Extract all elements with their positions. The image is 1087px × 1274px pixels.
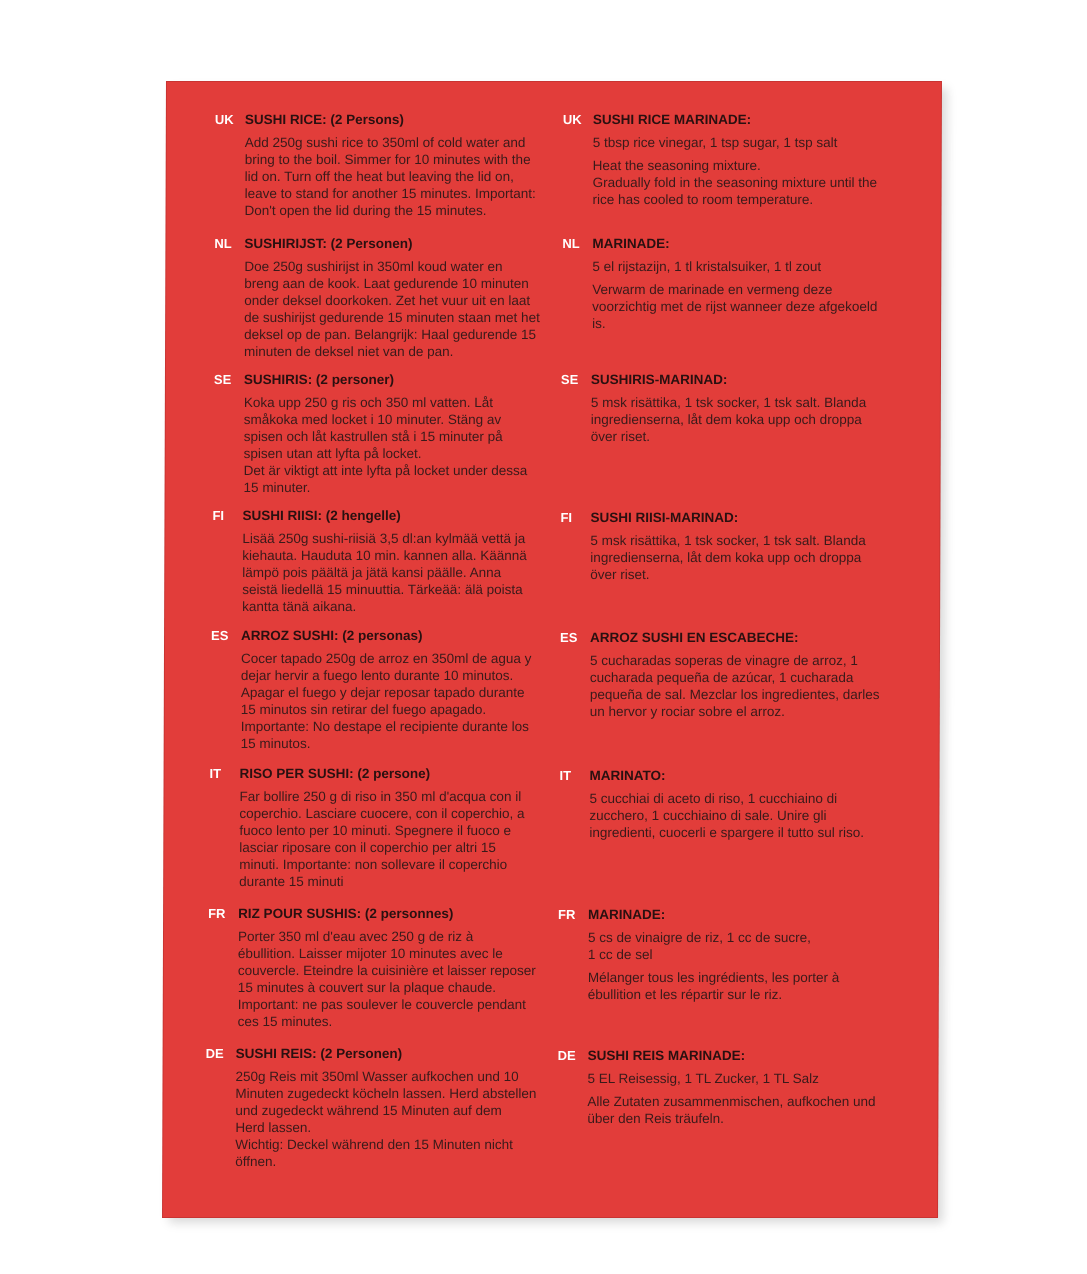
text-line: de sushirijst gedurende 15 minuten staan met het	[244, 310, 540, 325]
text-line: und zugedeckt während 15 Minuten auf dem	[235, 1103, 502, 1118]
text-line: Heat the seasoning mixture.	[592, 158, 761, 173]
text-line: lid on. Turn off the heat but leaving the lid on,	[244, 169, 514, 184]
text-line: ingredienserna, låt dem koka upp och droppa	[590, 550, 862, 565]
text-line: över riset.	[590, 429, 651, 444]
ingredients-text	[592, 258, 912, 275]
recipe-title: MARINADE:	[588, 907, 666, 922]
text-line: Porter 350 ml d'eau avec 250 g de riz à	[237, 929, 474, 944]
language-code: UK	[214, 112, 234, 127]
text-line: 5 EL Reisessig, 1 TL Zucker, 1 TL Salz	[587, 1071, 819, 1086]
ingredients-text	[587, 1070, 907, 1087]
recipe-text	[241, 650, 561, 752]
recipe-text	[244, 394, 564, 496]
ingredients-text	[588, 929, 908, 963]
text-line: ébullition et les répartir sur le riz.	[587, 987, 783, 1002]
recipe-title: MARINATO:	[589, 768, 666, 783]
text-line: fuoco lento per 10 minuti. Spegnere il fuoco e	[239, 823, 512, 838]
text-line: pequeña de sal. Mezclar los ingredientes, darles	[589, 687, 880, 702]
text-line: över riset.	[590, 567, 650, 582]
text-line: 5 cucchiai di aceto di riso, 1 cucchiaino di	[589, 791, 838, 806]
text-line: seistä liedellä 15 minuuttia. Tärkeää: älä poista	[242, 582, 523, 597]
text-line: is.	[592, 316, 606, 331]
recipe-text	[242, 530, 562, 615]
language-code: FI	[560, 510, 573, 525]
recipe-title: SUSHIRIS: (2 personer)	[243, 372, 394, 387]
method-text	[593, 157, 913, 208]
language-code: IT	[559, 768, 572, 783]
text-line: Verwarm de marinade en vermeng deze	[592, 282, 833, 297]
text-line: Far bollire 250 g di riso in 350 ml d'acqua con il	[239, 789, 522, 804]
recipe-title: SUSHIRIS-MARINAD:	[590, 372, 728, 387]
text-line: spisen och låt kastrullen stå i 15 minuter på	[243, 429, 503, 444]
language-code: IT	[209, 766, 222, 781]
text-line: onder deksel doorkoken. Zet het vuur uit en laat	[244, 293, 531, 308]
package-back-panel	[163, 82, 941, 1217]
text-line: ingredienserna, låt dem koka upp och droppa	[590, 412, 862, 427]
recipe-text	[592, 258, 912, 338]
text-line: 5 msk risättika, 1 tsk socker, 1 tsk salt. Blanda	[590, 395, 867, 410]
text-line: 15 minuter.	[243, 480, 311, 495]
text-line: 5 tbsp rice vinegar, 1 tsp sugar, 1 tsp salt	[592, 135, 838, 150]
recipe-text	[235, 1068, 555, 1170]
text-line: Add 250g sushi rice to 350ml of cold water and	[244, 135, 526, 150]
text-line: ingredienti, cuocerli e spargere il tutto sul riso.	[589, 825, 865, 840]
recipe-title: RIZ POUR SUSHIS: (2 personnes)	[238, 906, 454, 921]
text-line: Don't open the lid during the 15 minutes.	[244, 203, 487, 218]
recipe-title: RISO PER SUSHI: (2 persone)	[239, 766, 431, 781]
recipe-title: MARINADE:	[592, 236, 670, 251]
recipe-title: SUSHIRIJST: (2 Personen)	[244, 236, 413, 251]
text-line: 15 minutos.	[240, 736, 311, 751]
recipe-text	[590, 532, 910, 583]
text-line: über den Reis träufeln.	[587, 1111, 724, 1126]
text-line: rice has cooled to room temperature.	[592, 192, 814, 207]
ingredients-text	[593, 134, 913, 151]
language-code: FR	[558, 907, 576, 922]
recipe-title: SUSHI RICE: (2 Persons)	[244, 112, 404, 127]
text-line: minuti. Importante: non sollevare il coperchio	[239, 857, 508, 872]
text-line: 15 minutes à couvert sur la plaque chaude.	[237, 980, 497, 995]
language-code: DE	[557, 1048, 576, 1063]
recipe-text	[593, 134, 913, 214]
text-line: öffnen.	[235, 1154, 277, 1169]
text-line: ces 15 minutes.	[237, 1014, 333, 1029]
text-line: couvercle. Eteindre la cuisinière et laisser reposer	[237, 963, 536, 978]
recipe-title: SUSHI REIS: (2 Personen)	[235, 1046, 403, 1061]
text-line: breng aan de kook. Laat gedurende 10 minuten	[244, 276, 529, 291]
language-code: FI	[212, 508, 225, 523]
text-line: 5 msk risättika, 1 tsk socker, 1 tsk salt. Blanda	[590, 533, 866, 548]
text-line: coperchio. Lasciare cuocere, con il coperchio, a	[239, 806, 525, 821]
text-line: Important: ne pas soulever le couvercle pendant	[237, 997, 526, 1012]
recipe-text	[591, 394, 911, 445]
language-code: SE	[560, 372, 579, 387]
text-line: un hervor y rociar sobre el arroz.	[589, 704, 785, 719]
recipe-text	[589, 790, 909, 841]
text-line: kiehauta. Hauduta 10 min. kannen alla. Käännä	[242, 548, 527, 563]
language-code: FR	[208, 906, 226, 921]
text-line: småkoka med locket i 10 minuter. Stäng av	[243, 412, 502, 427]
text-line: deksel op de pan. Belangrijk: Haal gedurende 15	[244, 327, 537, 342]
recipe-text	[587, 1070, 907, 1133]
text-line: bring to the boil. Simmer for 10 minutes with the	[244, 152, 531, 167]
text-line: Cocer tapado 250g de arroz en 350ml de agua y	[240, 651, 532, 666]
text-line: Lisää 250g sushi-riisiä 3,5 dl:an kylmää vettä ja	[242, 531, 526, 546]
recipe-title: SUSHI RIISI-MARINAD:	[590, 510, 739, 525]
language-code: ES	[211, 628, 229, 643]
language-code: UK	[562, 112, 582, 127]
language-code: SE	[213, 372, 232, 387]
text-line: Minuten zugedeckt köcheln lassen. Herd abstellen	[235, 1086, 537, 1101]
method-text	[588, 969, 908, 1003]
language-code: NL	[562, 236, 580, 251]
text-line: 5 el rijstazijn, 1 tl kristalsuiker, 1 tl zout	[592, 259, 822, 274]
recipe-title: SUSHI RIISI: (2 hengelle)	[242, 508, 401, 523]
text-line: 5 cs de vinaigre de riz, 1 cc de sucre,	[587, 930, 811, 945]
recipe-text	[588, 929, 908, 1009]
page-top-band	[0, 0, 1087, 22]
recipe-title: SUSHI RICE MARINADE:	[592, 112, 752, 127]
text-line: dejar hervir a fuego lento durante 10 minutos.	[240, 668, 514, 683]
recipe-text	[590, 652, 910, 720]
text-line: leave to stand for another 15 minutes. Important:	[244, 186, 536, 201]
text-line: lasciar riposare con il coperchio per altri 15	[239, 840, 496, 855]
recipe-text	[244, 258, 564, 360]
method-text	[587, 1093, 907, 1127]
text-line: 5 cucharadas soperas de vinagre de arroz, 1	[589, 653, 858, 668]
text-line: Koka upp 250 g ris och 350 ml vatten. Låt	[243, 395, 494, 410]
text-line: Mélanger tous les ingrédients, les porter à	[587, 970, 840, 985]
text-line: Apagar el fuego y dejar reposar tapado durante	[240, 685, 525, 700]
text-line: cucharada pequeña de azúcar, 1 cucharada	[589, 670, 854, 685]
text-line: Gradually fold in the seasoning mixture until the	[592, 175, 878, 190]
recipe-text	[238, 928, 558, 1030]
text-line: Importante: No destape el recipiente durante los	[240, 719, 529, 734]
method-text	[592, 281, 912, 332]
text-line: spisen utan att lyfta på locket.	[243, 446, 422, 461]
recipe-title: SUSHI REIS MARINADE:	[587, 1048, 746, 1063]
text-line: minuten de deksel niet van de pan.	[244, 344, 454, 359]
text-line: kantta tänä aikana.	[242, 599, 357, 614]
text-line: voorzichtig met de rijst wanneer deze afgekoeld	[592, 299, 878, 314]
language-code: DE	[205, 1046, 224, 1061]
text-line: Det är viktigt att inte lyfta på locket under dessa	[243, 463, 528, 478]
text-line: ébullition. Laisser mijoter 10 minutes avec le	[237, 946, 503, 961]
text-line: 250g Reis mit 350ml Wasser aufkochen und 10	[235, 1069, 519, 1084]
text-line: 15 minutos sin retirar del fuego apagado.	[240, 702, 487, 717]
text-line: lämpö pois päältä ja jätä kansi päälle. Anna	[242, 565, 502, 580]
language-code: ES	[560, 630, 578, 645]
text-line: durante 15 minuti	[239, 874, 344, 889]
text-line: Wichtig: Deckel während den 15 Minuten nicht	[235, 1137, 513, 1152]
text-line: Herd lassen.	[235, 1120, 312, 1135]
language-code: NL	[214, 236, 232, 251]
text-line: Alle Zutaten zusammenmischen, aufkochen und	[587, 1094, 876, 1109]
recipe-text	[239, 788, 559, 890]
text-line: zucchero, 1 cucchiaino di sale. Unire gli	[589, 808, 827, 823]
recipe-title: ARROZ SUSHI EN ESCABECHE:	[590, 630, 799, 645]
text-line: Doe 250g sushirijst in 350ml koud water en	[244, 259, 503, 274]
text-line: 1 cc de sel	[587, 947, 653, 962]
recipe-title: ARROZ SUSHI: (2 personas)	[241, 628, 423, 643]
recipe-text	[245, 134, 565, 219]
